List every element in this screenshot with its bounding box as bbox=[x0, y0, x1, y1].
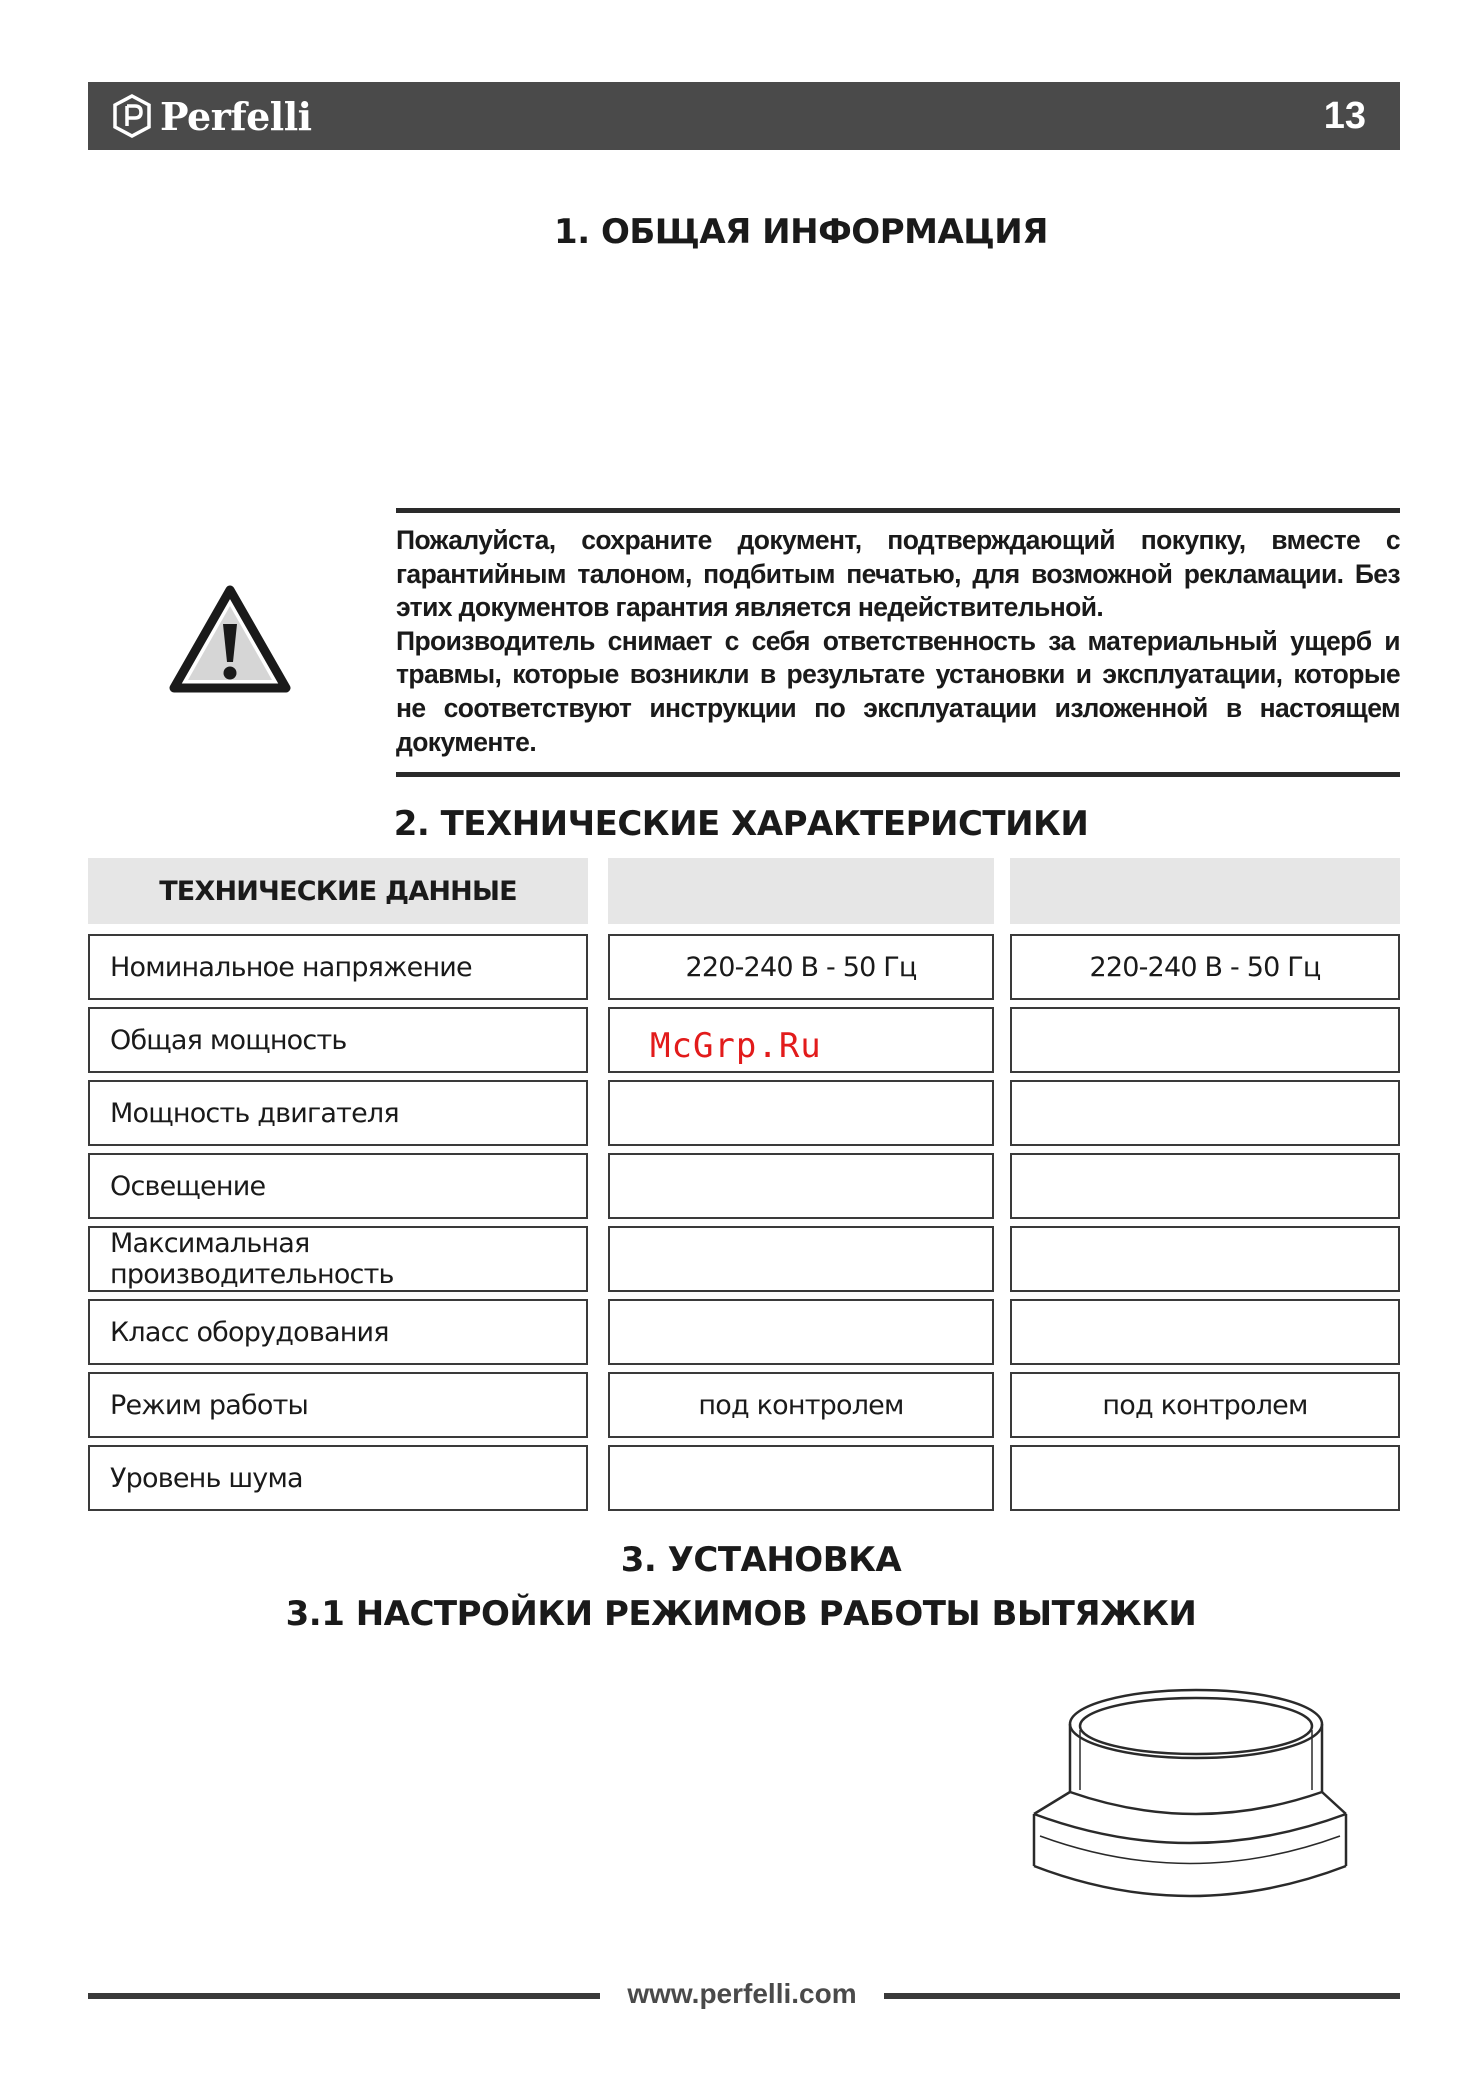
row-value-operating-mode-1: под контролем bbox=[608, 1372, 994, 1438]
watermark: McGrp.Ru bbox=[650, 1026, 822, 1066]
row-label-lighting: Освещение bbox=[88, 1153, 588, 1219]
brand-name: Perfelli bbox=[160, 93, 312, 139]
footer-url[interactable]: www.perfelli.com bbox=[627, 1978, 857, 2009]
section-install-title: 3. УСТАНОВКА bbox=[620, 1540, 902, 1580]
row-value-motor-power-1 bbox=[608, 1080, 994, 1146]
row-value-equipment-class-1 bbox=[608, 1299, 994, 1365]
warning-divider-top bbox=[396, 508, 1400, 513]
row-label-noise-level: Уровень шума bbox=[88, 1445, 588, 1511]
table-header-model-2 bbox=[1010, 858, 1400, 924]
row-label-max-capacity: Максимальная производительность bbox=[88, 1226, 588, 1292]
section-install-subtitle: 3.1 НАСТРОЙКИ РЕЖИМОВ РАБОТЫ ВЫТЯЖКИ bbox=[285, 1594, 1197, 1634]
brand-logo bbox=[112, 94, 312, 138]
section-tech-title: 2. ТЕХНИЧЕСКИЕ ХАРАКТЕРИСТИКИ bbox=[393, 804, 1089, 844]
table-header-model-1 bbox=[608, 858, 994, 924]
perfelli-logo-icon bbox=[112, 94, 152, 138]
row-label-total-power: Общая мощность bbox=[88, 1007, 588, 1073]
page-number: 13 bbox=[1323, 95, 1366, 137]
row-value-voltage-2: 220-240 В - 50 Гц bbox=[1010, 934, 1400, 1000]
row-value-voltage-1: 220-240 В - 50 Гц bbox=[608, 934, 994, 1000]
row-label-voltage: Номинальное напряжение bbox=[88, 934, 588, 1000]
section-general-title: 1. ОБЩАЯ ИНФОРМАЦИЯ bbox=[554, 212, 1048, 252]
row-value-equipment-class-2 bbox=[1010, 1299, 1400, 1365]
table-header-label-cell bbox=[88, 858, 588, 924]
row-value-max-capacity-2 bbox=[1010, 1226, 1400, 1292]
row-value-motor-power-2 bbox=[1010, 1080, 1400, 1146]
row-value-lighting-2 bbox=[1010, 1153, 1400, 1219]
duct-adapter-illustration bbox=[1030, 1686, 1354, 1918]
table-header-label: ТЕХНИЧЕСКИЕ ДАННЫЕ bbox=[159, 875, 517, 907]
warning-paragraph-liability: Производитель снимает с себя ответственность за материальный ущерб и травмы, которые возникли в результате установки и эксплуатации, которые не соответствуют инструкции по эксплуатации изложенной в настоящем документе. bbox=[396, 625, 1400, 757]
row-label-motor-power: Мощность двигателя bbox=[88, 1080, 588, 1146]
warning-notice bbox=[396, 524, 1400, 759]
warning-divider-bottom bbox=[396, 772, 1400, 777]
row-label-operating-mode: Режим работы bbox=[88, 1372, 588, 1438]
row-value-lighting-1 bbox=[608, 1153, 994, 1219]
page-header bbox=[88, 82, 1400, 150]
row-value-max-capacity-1 bbox=[608, 1226, 994, 1292]
footer-line-right bbox=[884, 1993, 1400, 1999]
footer-line-left bbox=[88, 1993, 600, 1999]
warning-paragraph-receipt: Пожалуйста, сохраните документ, подтверждающий покупку, вместе с гарантийным талоном, подбитым печатью, для возможной рекламации. Без этих документов гарантия является недействительной. bbox=[396, 525, 1400, 623]
row-value-operating-mode-2: под контролем bbox=[1010, 1372, 1400, 1438]
row-value-noise-level-1 bbox=[608, 1445, 994, 1511]
row-value-total-power-2 bbox=[1010, 1007, 1400, 1073]
row-label-equipment-class: Класс оборудования bbox=[88, 1299, 588, 1365]
warning-icon bbox=[168, 584, 292, 696]
row-value-noise-level-2 bbox=[1010, 1445, 1400, 1511]
